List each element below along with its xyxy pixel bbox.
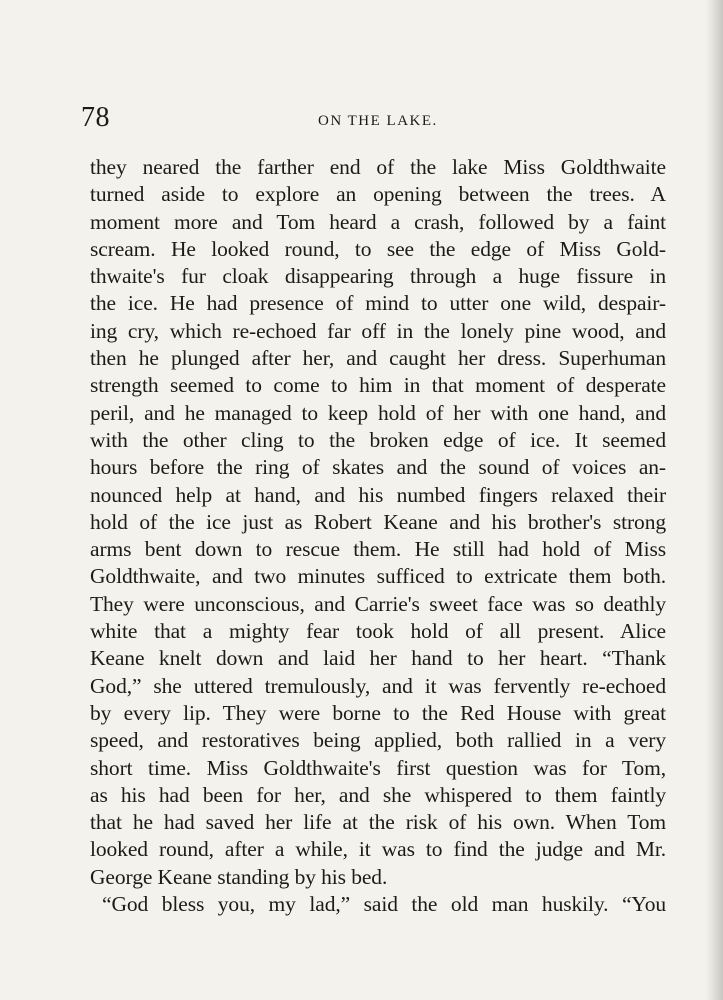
text-line: arms bent down to rescue them. He still had hold of Miss <box>90 537 666 562</box>
text-line: ing cry, which re-echoed far off in the lonely pine wood, and <box>90 318 666 343</box>
text-line: they neared the farther end of the lake Miss Goldthwaite <box>90 155 666 179</box>
text-line: Goldthwaite, and two minutes sufficed to extricate them both. <box>90 564 666 589</box>
text-line-paragraph-end: George Keane standing by his bed. <box>90 864 388 889</box>
text-line: looked round, after a while, it was to find the judge and Mr. <box>90 837 666 862</box>
text-line: that he had saved her life at the risk of his own. When Tom <box>90 810 666 835</box>
text-line: with the other cling to the broken edge of ice. It seemed <box>90 427 666 452</box>
text-line: the ice. He had presence of mind to utter one wild, despair- <box>90 291 666 316</box>
page-edge-shadow <box>705 0 723 1000</box>
body-text <box>90 154 666 918</box>
text-line-paragraph-start: “God bless you, my lad,” said the old man huskily. “You <box>102 892 666 917</box>
text-line: speed, and restoratives being applied, both rallied in a very <box>90 728 666 753</box>
text-line: scream. He looked round, to see the edge of Miss Gold- <box>90 236 666 261</box>
text-line: then he plunged after her, and caught her dress. Superhuman <box>90 346 666 371</box>
text-line: by every lip. They were borne to the Red House with great <box>90 700 666 725</box>
running-head: ON THE LAKE. <box>318 113 438 129</box>
page-number: 78 <box>81 102 110 133</box>
page-header <box>76 100 672 136</box>
text-line: thwaite's fur cloak disappearing through a huge fissure in <box>90 264 666 289</box>
text-line: hold of the ice just as Robert Keane and his brother's strong <box>90 509 666 534</box>
text-line: strength seemed to come to him in that moment of desperate <box>90 373 666 398</box>
text-line: peril, and he managed to keep hold of her with one hand, and <box>90 400 666 425</box>
text-line: as his had been for her, and she whispered to them faintly <box>90 782 666 807</box>
text-line: white that a mighty fear took hold of all present. Alice <box>90 619 666 644</box>
text-line: moment more and Tom heard a crash, followed by a faint <box>90 209 666 234</box>
text-line: They were unconscious, and Carrie's sweet face was so deathly <box>90 591 666 616</box>
text-line: turned aside to explore an opening between the trees. A <box>90 182 666 207</box>
text-line: hours before the ring of skates and the sound of voices an- <box>90 455 666 480</box>
text-line: God,” she uttered tremulously, and it was fervently re-echoed <box>90 673 666 698</box>
text-line: Keane knelt down and laid her hand to her heart. “Thank <box>90 646 666 671</box>
text-line: nounced help at hand, and his numbed fingers relaxed their <box>90 482 666 507</box>
text-line: short time. Miss Goldthwaite's first question was for Tom, <box>90 755 666 780</box>
